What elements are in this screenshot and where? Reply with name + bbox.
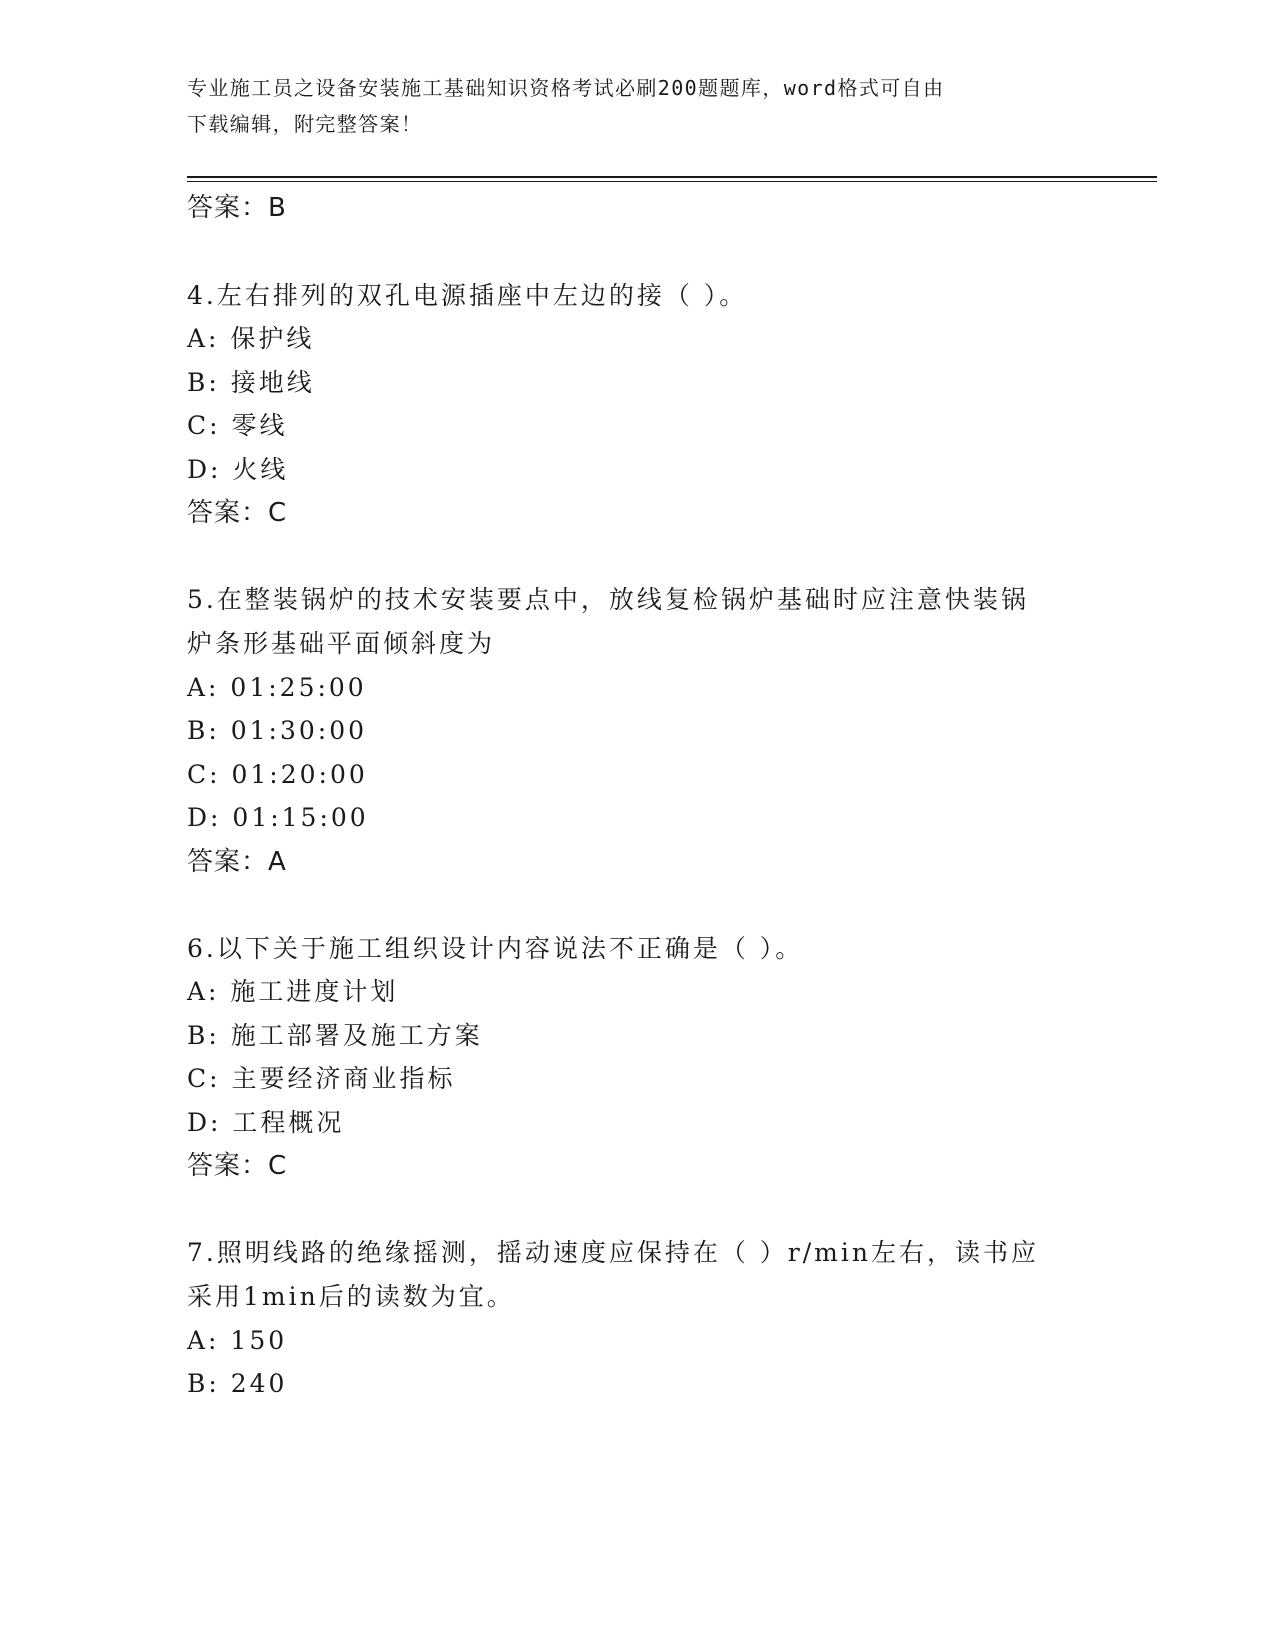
- question-6-option-a: A: 施工进度计划: [187, 977, 399, 1006]
- header-divider-thick: [187, 176, 1157, 178]
- question-5-stem-line-1: 5.在整装锅炉的技术安装要点中，放线复检锅炉基础时应注意快装锅: [187, 585, 1029, 614]
- question-4-option-a: A: 保护线: [187, 324, 315, 353]
- question-4-stem: 4.左右排列的双孔电源插座中左边的接（ ）。: [187, 281, 748, 310]
- answer-q3: 答案：B: [187, 193, 287, 223]
- header-divider-thin: [187, 181, 1157, 182]
- question-6-stem: 6.以下关于施工组织设计内容说法不正确是（ ）。: [187, 934, 804, 963]
- answer-q4: 答案：C: [187, 498, 288, 528]
- answer-q5: 答案：A: [187, 847, 287, 877]
- answer-q6: 答案：C: [187, 1151, 288, 1181]
- question-5-option-c: C: 01:20:00: [187, 760, 368, 789]
- question-5-option-d: D: 01:15:00: [187, 803, 369, 832]
- question-7-option-a: A: 150: [187, 1326, 288, 1355]
- question-6-option-d: D: 工程概况: [187, 1108, 345, 1137]
- header-line-1: 专业施工员之设备安装施工基础知识资格考试必刷200题题库，word格式可自由: [187, 76, 945, 100]
- question-5-option-b: B: 01:30:00: [187, 716, 368, 745]
- question-4-option-b: B: 接地线: [187, 368, 315, 397]
- page-header: [187, 70, 1087, 142]
- question-5-stem-line-2: 炉条形基础平面倾斜度为: [187, 629, 496, 658]
- question-4-option-c: C: 零线: [187, 411, 288, 440]
- question-4-option-d: D: 火线: [187, 455, 289, 484]
- question-7-stem-line-1: 7.照明线路的绝缘摇测，摇动速度应保持在（ ）r/min左右，读书应: [187, 1238, 1039, 1267]
- question-5-option-a: A: 01:25:00: [187, 673, 367, 702]
- question-7-stem-line-2: 采用1min后的读数为宜。: [187, 1282, 515, 1311]
- question-6-option-b: B: 施工部署及施工方案: [187, 1021, 483, 1050]
- header-line-2: 下载编辑，附完整答案！: [187, 112, 423, 136]
- question-7-option-b: B: 240: [187, 1369, 288, 1398]
- question-6-option-c: C: 主要经济商业指标: [187, 1064, 456, 1093]
